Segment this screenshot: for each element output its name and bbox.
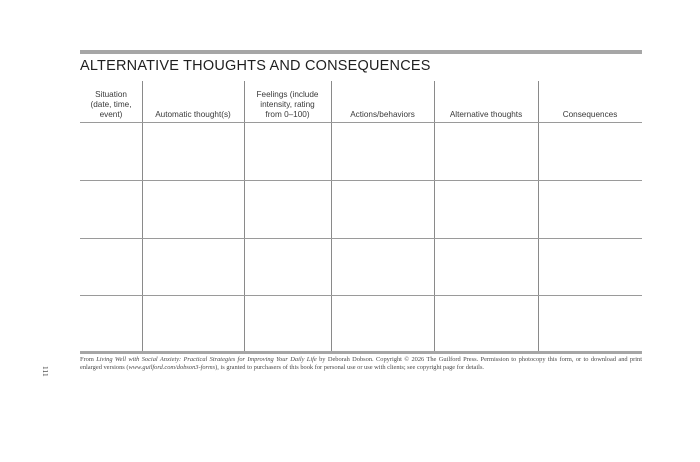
copyright-footnote <box>80 356 642 372</box>
column-header-actions-behaviors: Actions/behaviors <box>350 110 415 119</box>
forms-url: www.guilford.com/dobson3-forms <box>128 364 216 372</box>
column-header-situation: Situation (date, time, event) <box>90 90 132 119</box>
column-header-alternative-thoughts: Alternative thoughts <box>449 110 523 119</box>
bottom-rule <box>80 351 642 354</box>
footnote-copyright-text: by Deborah Dobson. Copyright © 2026 The Guilford Press. Permission to photocopy this form, or to download and print enlarged versions ( <box>80 356 643 372</box>
header-row-divider <box>80 122 642 123</box>
footnote-permission-text: ), is granted to purchasers of this book for personal use or use with clients; see copyright page for details. <box>215 364 485 372</box>
row-divider <box>80 180 642 181</box>
book-title: Living Well with Social Anxiety: Practical Strategies for Improving Your Daily Life <box>96 356 317 363</box>
row-divider <box>80 238 642 239</box>
column-header-automatic-thoughts: Automatic thought(s) <box>155 110 231 119</box>
top-rule <box>80 50 642 54</box>
column-header-feelings: Feelings (include intensity, rating from 0–100) <box>256 90 319 119</box>
footnote-from: From <box>80 356 97 363</box>
worksheet-title: ALTERNATIVE THOUGHTS AND CONSEQUENCES <box>80 58 431 74</box>
page-number: 111 <box>41 366 50 377</box>
row-divider <box>80 295 642 296</box>
column-header-consequences: Consequences <box>562 110 618 119</box>
worksheet-table <box>80 81 642 353</box>
